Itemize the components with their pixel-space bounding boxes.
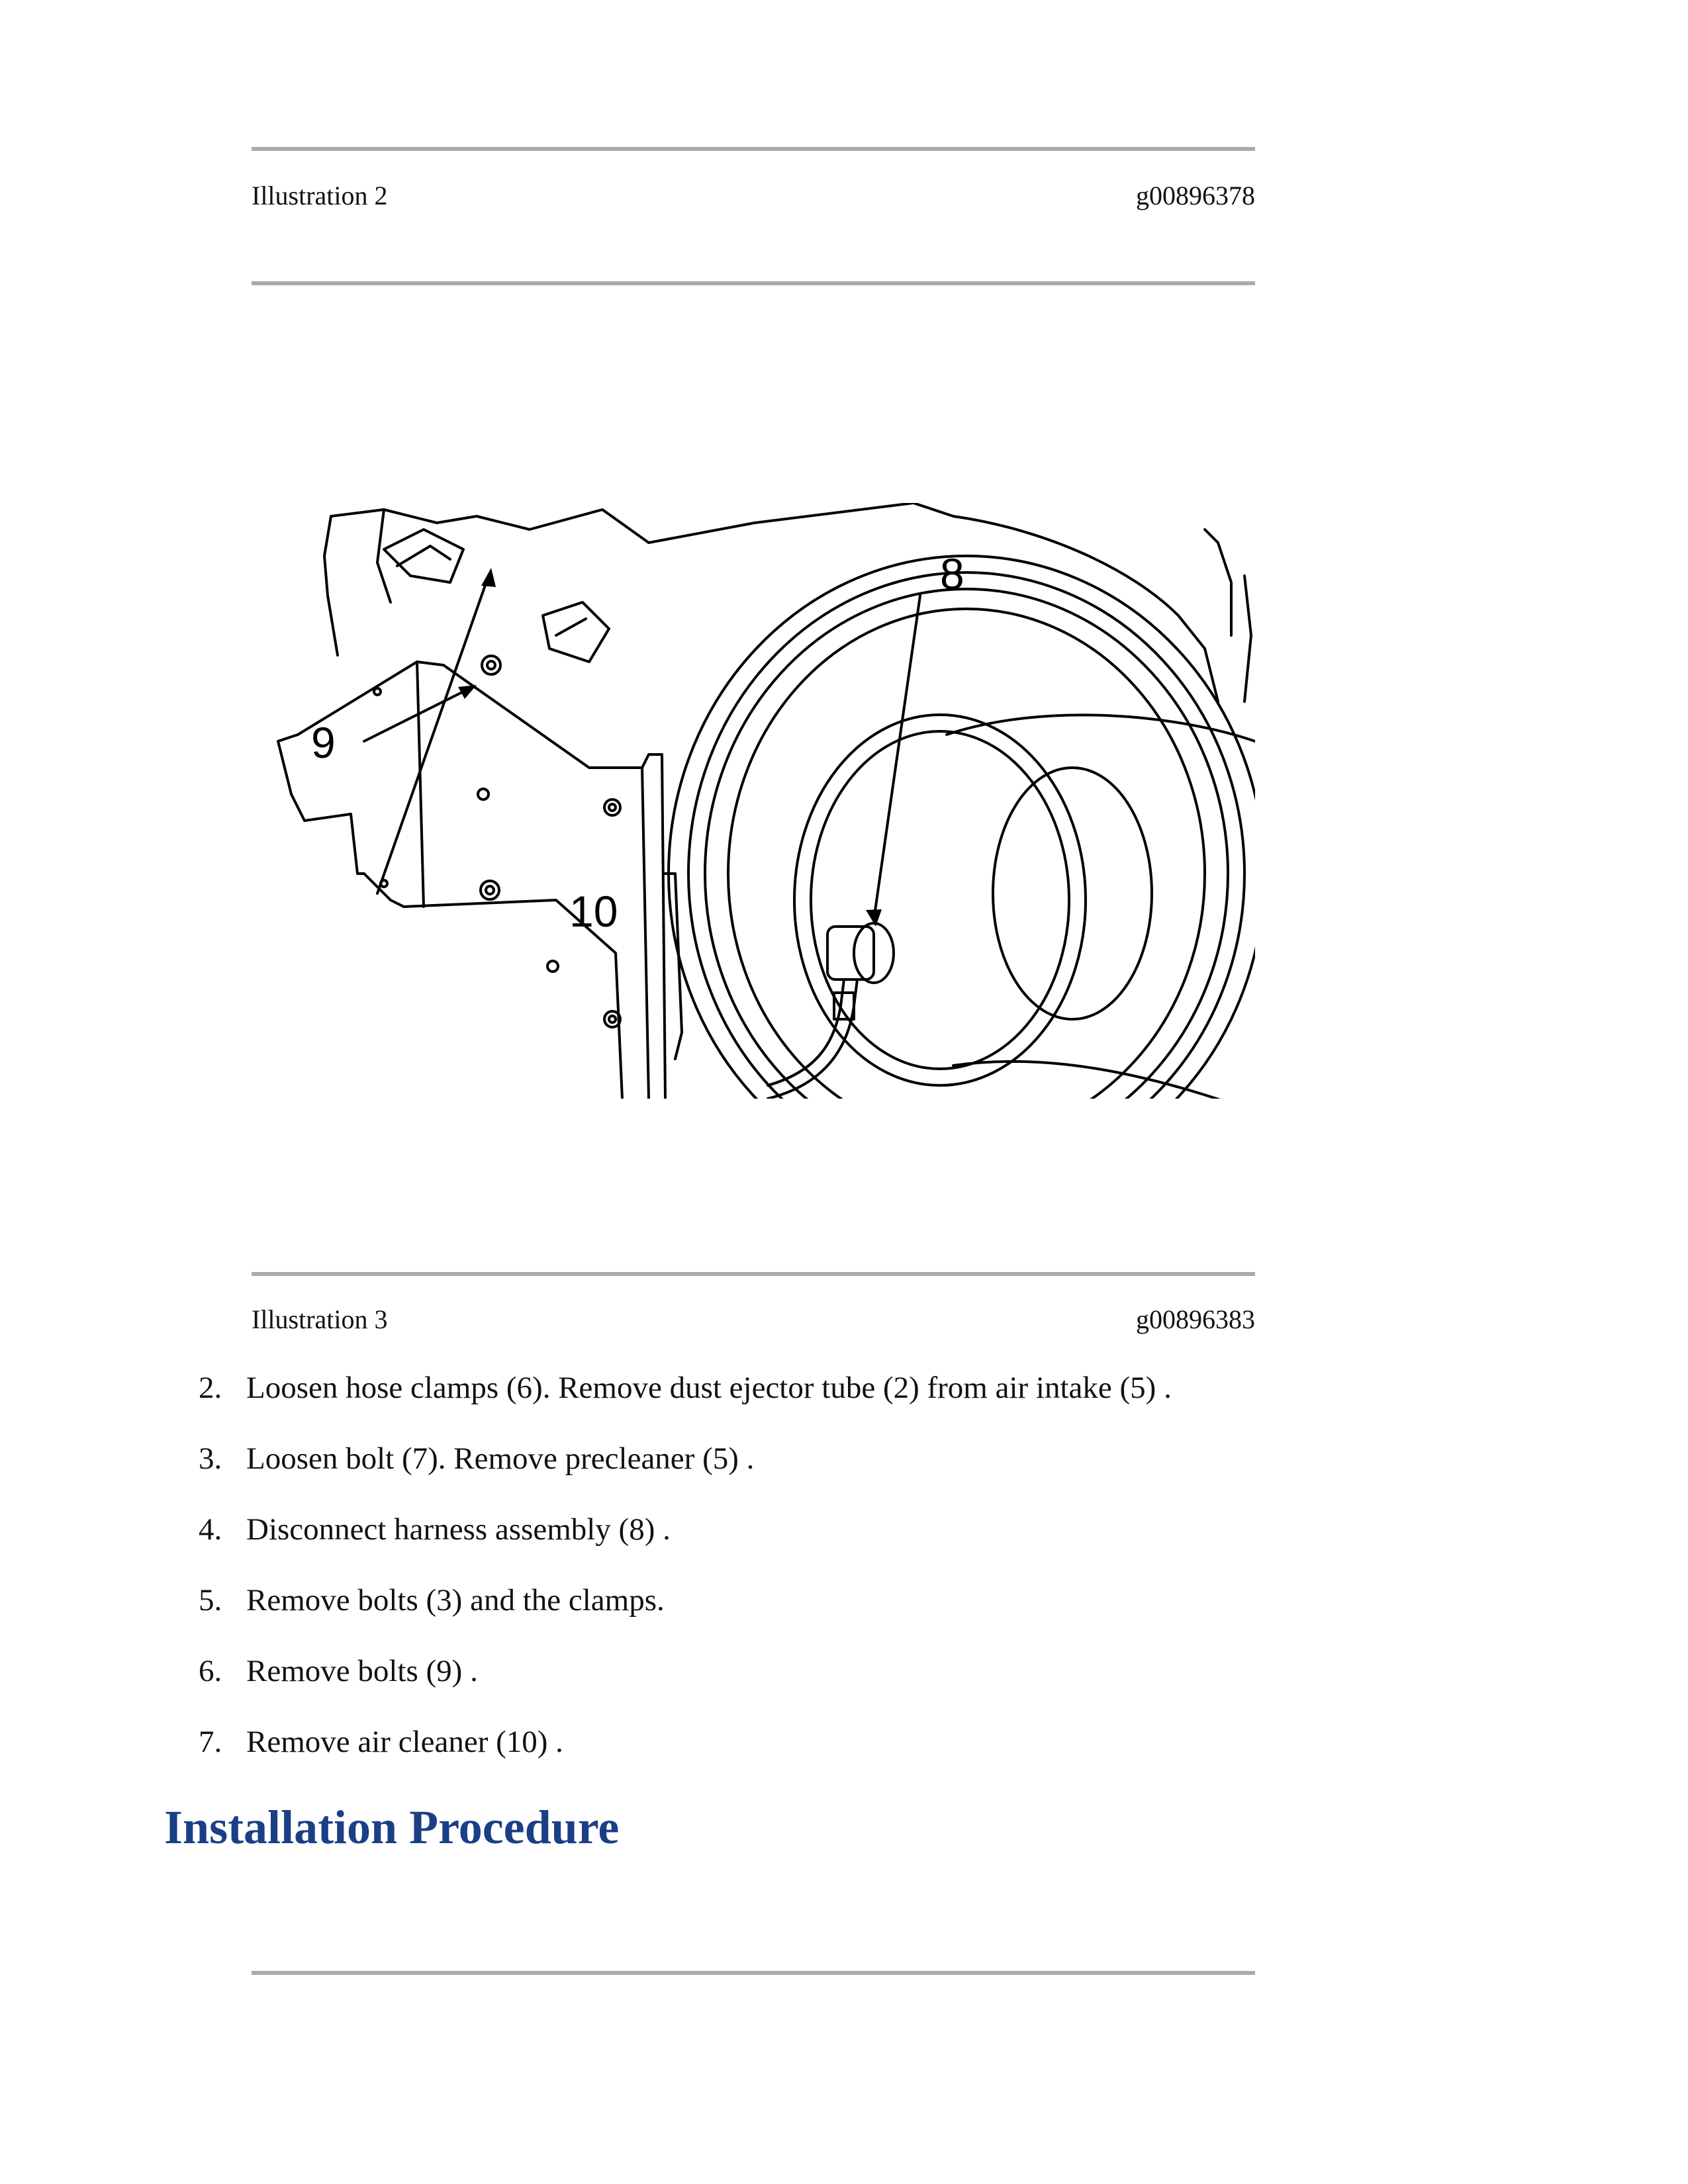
illustration-3-code: g00896383 (1136, 1304, 1255, 1334)
divider-illustration-3-bottom (252, 1272, 1255, 1276)
step-number: 5. (199, 1583, 222, 1617)
callout-8: 8 (940, 549, 964, 598)
section-heading: Installation Procedure (164, 1801, 620, 1854)
step-text: Remove bolts (9) . (246, 1654, 478, 1688)
illustration-3-caption (252, 1304, 1255, 1343)
step-text: Loosen hose clamps (6). Remove dust ejector tube (2) from air intake (5) . (246, 1371, 1172, 1405)
step-number: 7. (199, 1725, 222, 1759)
step-number: 2. (199, 1371, 222, 1405)
divider-top (252, 147, 1255, 151)
illustration-2-caption (252, 180, 1255, 220)
step-number: 4. (199, 1512, 222, 1547)
step-text: Remove air cleaner (10) . (246, 1725, 563, 1759)
step-text: Remove bolts (3) and the clamps. (246, 1583, 665, 1617)
illustration-3-drawing (252, 503, 1255, 1099)
illustration-2-code: g00896378 (1136, 181, 1255, 210)
divider-bottom (252, 1971, 1255, 1975)
illustration-2-label: Illustration 2 (252, 181, 388, 210)
callout-9: 9 (311, 718, 336, 767)
illustration-3-label: Illustration 3 (252, 1304, 388, 1334)
step-text: Loosen bolt (7). Remove precleaner (5) . (246, 1441, 755, 1476)
divider-illustration-3-top (252, 281, 1255, 285)
step-text: Disconnect harness assembly (8) . (246, 1512, 671, 1547)
callout-10: 10 (569, 887, 618, 936)
step-number: 3. (199, 1441, 222, 1476)
step-number: 6. (199, 1654, 222, 1688)
